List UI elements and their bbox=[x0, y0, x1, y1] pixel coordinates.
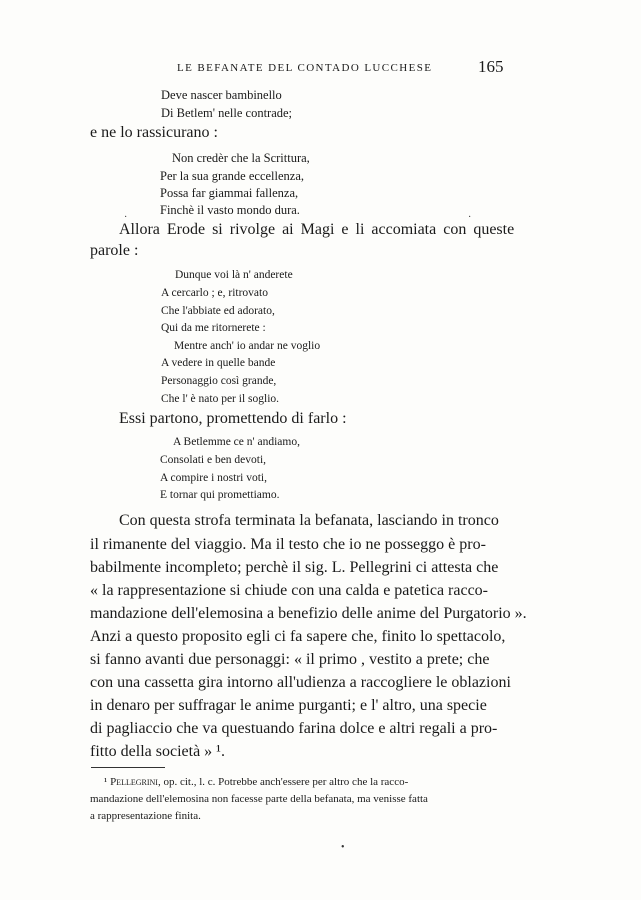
footnote-line: a rappresentazione finita. bbox=[90, 810, 201, 822]
prose-line: e ne lo rassicurano : bbox=[90, 124, 218, 141]
footnote-text: , op. cit., l. c. Potrebbe anch'essere per altro che la racco- bbox=[157, 776, 409, 788]
prose-line: parole : bbox=[90, 242, 139, 259]
running-title: LE BEFANATE DEL CONTADO LUCCHESE bbox=[177, 62, 433, 74]
paragraph-line: si fanno avanti due personaggi: « il primo , vestito a prete; che bbox=[90, 651, 490, 668]
paragraph-line: il rimanente del viaggio. Ma il testo che io ne posseggo è pro- bbox=[90, 536, 486, 553]
verse-line: Qui da me ritornerete : bbox=[161, 322, 266, 334]
footnote-mark: ¹ bbox=[104, 776, 108, 788]
verse-line: Che l' è nato per il soglio. bbox=[161, 393, 280, 405]
paragraph-line: mandazione dell'elemosina a benefizio delle anime del Purgatorio ». bbox=[90, 605, 527, 622]
footnote-line: mandazione dell'elemosina non facesse parte della befanata, ma venisse fatta bbox=[90, 793, 428, 805]
verse-line: A Betlemme ce n' andiamo, bbox=[173, 436, 300, 448]
paragraph-line: « la rappresentazione si chiude con una calda e patetica racco- bbox=[90, 582, 489, 599]
print-speck: · bbox=[468, 212, 472, 223]
paragraph-line: di pagliaccio che va questuando farina dolce e altri regali a pro- bbox=[90, 720, 498, 737]
footnote-author: Pellegrini bbox=[110, 776, 158, 788]
footnote-rule bbox=[91, 767, 165, 768]
verse-line: Che l'abbiate ed adorato, bbox=[161, 305, 275, 317]
verse-line: Non credèr che la Scrittura, bbox=[172, 151, 310, 165]
prose-line: Allora Erode si rivolge ai Magi e li accomiata con queste bbox=[119, 221, 515, 238]
verse-line: A vedere in quelle bande bbox=[161, 357, 276, 369]
paragraph-line: in denaro per suffragar le anime purganti; e l' altro, una specie bbox=[90, 697, 487, 714]
verse-line: Possa far giammai fallenza, bbox=[160, 186, 299, 200]
print-speck: · bbox=[124, 212, 128, 223]
verse-line: Finchè il vasto mondo dura. bbox=[160, 203, 300, 217]
verse-line: A compire i nostri voti, bbox=[160, 472, 268, 484]
paragraph-line: babilmente incompleto; perchè il sig. L. Pellegrini ci attesta che bbox=[90, 559, 499, 576]
verse-line: Consolati e ben devoti, bbox=[160, 454, 267, 466]
verse-line: Dunque voi là n' anderete bbox=[175, 269, 293, 281]
print-speck: • bbox=[341, 842, 345, 853]
paragraph-line: Anzi a questo proposito egli ci fa sapere che, finito lo spettacolo, bbox=[90, 628, 506, 645]
page-number: 165 bbox=[478, 57, 504, 76]
verse-line: Per la sua grande eccellenza, bbox=[160, 169, 305, 183]
paragraph-line: Con questa strofa terminata la befanata, lasciando in tronco bbox=[119, 512, 499, 529]
paragraph-line: con una cassetta gira intorno all'udienza a raccogliere le oblazioni bbox=[90, 674, 511, 691]
paragraph-line: fitto della società » ¹. bbox=[90, 743, 225, 760]
verse-line: E tornar qui promettiamo. bbox=[160, 489, 280, 501]
verse-line: Personaggio così grande, bbox=[161, 375, 277, 387]
prose-line: Essi partono, promettendo di farlo : bbox=[119, 410, 347, 427]
verse-line: Di Betlem' nelle contrade; bbox=[161, 106, 293, 120]
verse-line: Deve nascer bambinello bbox=[161, 88, 282, 102]
verse-line: A cercarlo ; e, ritrovato bbox=[161, 287, 268, 299]
verse-line: Mentre anch' io andar ne voglio bbox=[174, 340, 321, 352]
footnote-line bbox=[104, 776, 408, 788]
